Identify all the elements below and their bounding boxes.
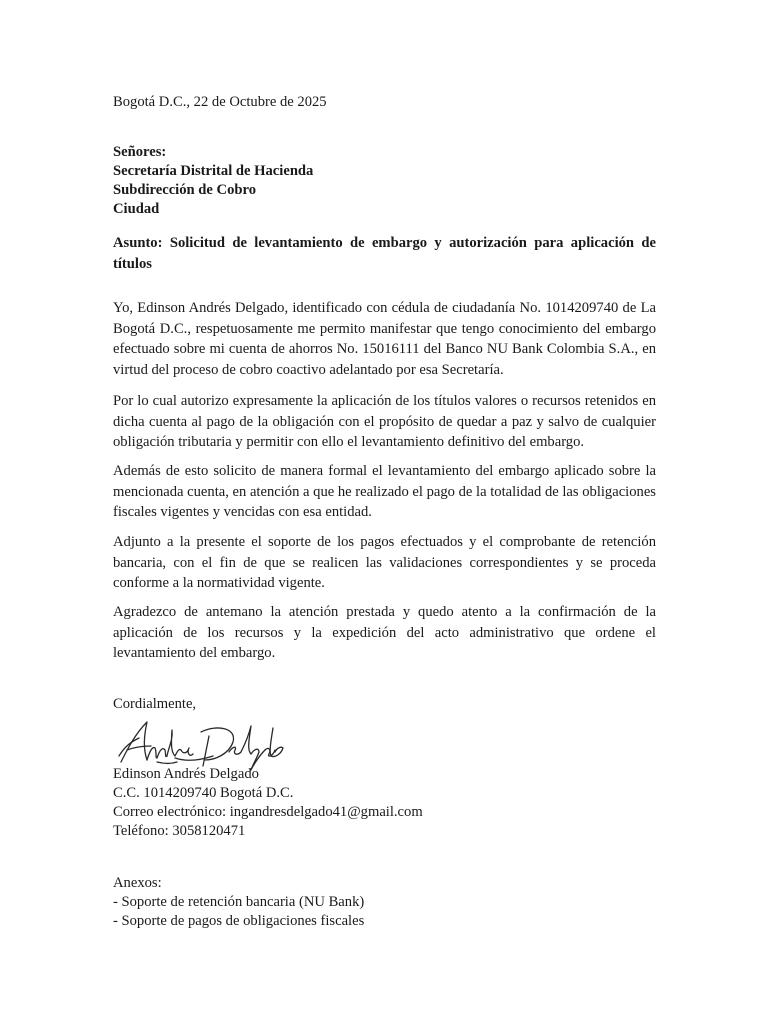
paragraph-4: Adjunto a la presente el soporte de los pagos efectuados y el comprobante de retención bancaria, con el fin de que se realicen las validaciones correspondientes y se proceda conforme a la normatividad vigente. — [113, 534, 656, 592]
paragraph-3: Además de esto solicito de manera formal el levantamiento del embargo aplicado sobre la mencionada cuenta, en atención a que he realizado el pago de la totalidad de las obligaciones fiscales vigentes y vencidas con esa entidad. — [113, 463, 656, 521]
recipient-entity: Secretaría Distrital de Hacienda — [113, 163, 314, 179]
signer-email: Correo electrónico: ingandresdelgado41@gmail.com — [113, 804, 423, 820]
subject-line: Asunto: Solicitud de levantamiento de embargo y autorización para aplicación de títulos — [113, 235, 656, 272]
recipient-city: Ciudad — [113, 201, 160, 217]
paragraph-1: Yo, Edinson Andrés Delgado, identificado con cédula de ciudadanía No. 1014209740 de La Bogotá D.C., respetuosamente me permito manifestar que tengo conocimiento del embargo efectuado sobre mi cuenta de ahorros No. 15016111 del Banco NU Bank Colombia S.A., en virtud del proceso de cobro coactivo adelantado por esa Secretaría. — [113, 300, 656, 378]
annex-item: - Soporte de pagos de obligaciones fiscales — [113, 913, 365, 929]
closing: Cordialmente, — [113, 696, 197, 712]
place-date: Bogotá D.C., 22 de Octubre de 2025 — [113, 94, 327, 110]
paragraph-5: Agradezco de antemano la atención prestada y quedo atento a la confirmación de la aplicación de los recursos y la expedición del acto administrativo que ordene el levantamiento del embargo. — [113, 604, 656, 662]
annex-item: - Soporte de retención bancaria (NU Bank) — [113, 894, 365, 910]
signer-id: C.C. 1014209740 Bogotá D.C. — [113, 785, 294, 801]
annexes-title: Anexos: — [113, 875, 162, 891]
signer-name: Edinson Andrés Delgado — [113, 766, 259, 782]
signer-phone: Teléfono: 3058120471 — [113, 823, 246, 839]
paragraph-2: Por lo cual autorizo expresamente la aplicación de los títulos valores o recursos retenidos en dicha cuenta al pago de la obligación con el propósito de quedar a paz y salvo de cualquier obligación tributaria y permitir con ello el levantamiento definitivo del embargo. — [113, 393, 656, 451]
letter-page — [113, 0, 656, 1024]
recipient-department: Subdirección de Cobro — [113, 182, 256, 198]
recipient-salutation: Señores: — [113, 144, 167, 160]
